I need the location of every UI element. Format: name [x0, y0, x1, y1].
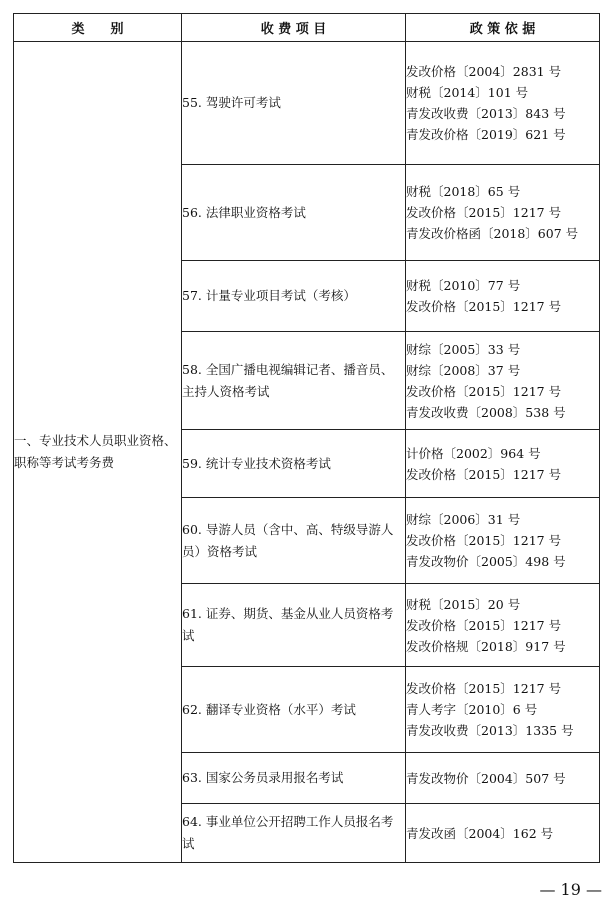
- policy-line: 青发改物价〔2004〕507 号: [406, 770, 566, 786]
- policy-line: 财税〔2018〕65 号: [406, 184, 521, 199]
- table-row: [14, 42, 600, 165]
- policy-cell: [406, 498, 600, 584]
- policy-cell: [406, 261, 600, 332]
- fee-table: [13, 13, 600, 863]
- policy-line: 青发改价格〔2019〕621 号: [406, 127, 566, 142]
- policy-line: 财税〔2015〕20 号: [406, 596, 521, 612]
- policy-cell: [406, 753, 600, 804]
- policy-line: 青人考字〔2010〕6 号: [406, 702, 538, 717]
- policy-line: 发改价格〔2015〕1217 号: [406, 617, 562, 633]
- item-cell: 62. 翻译专业资格（水平）考试: [182, 667, 406, 753]
- policy-line: 财综〔2008〕37 号: [406, 362, 521, 378]
- policy-line: 发改价格〔2015〕1217 号: [406, 681, 562, 696]
- policy-line: 青发改收费〔2013〕1335 号: [406, 723, 574, 738]
- policy-line: 发改价格〔2015〕1217 号: [406, 533, 562, 548]
- policy-cell: [406, 804, 600, 863]
- table-body: [14, 42, 600, 863]
- item-cell: 61. 证券、期货、基金从业人员资格考试: [182, 584, 406, 667]
- policy-line: 青发改函〔2004〕162 号: [406, 825, 554, 841]
- policy-line: 发改价格规〔2018〕917 号: [406, 638, 566, 654]
- policy-line: 发改价格〔2015〕1217 号: [406, 299, 562, 314]
- policy-line: 财综〔2005〕33 号: [406, 341, 521, 357]
- policy-line: 财税〔2010〕77 号: [406, 278, 521, 293]
- page-number: — 19 —: [539, 880, 602, 899]
- item-cell: 58. 全国广播电视编辑记者、播音员、主持人资格考试: [182, 332, 406, 430]
- header-item: 收 费 项 目: [182, 14, 406, 42]
- policy-cell: [406, 584, 600, 667]
- policy-cell: [406, 430, 600, 498]
- policy-line: 财综〔2006〕31 号: [406, 512, 521, 527]
- item-cell: 60. 导游人员（含中、高、特级导游人员）资格考试: [182, 498, 406, 584]
- policy-cell: [406, 42, 600, 165]
- policy-line: 青发改价格函〔2018〕607 号: [406, 226, 579, 241]
- table-header-row: [14, 14, 600, 42]
- category-cell: 一、专业技术人员职业资格、职称等考试考务费: [14, 42, 182, 863]
- item-cell: 56. 法律职业资格考试: [182, 165, 406, 261]
- policy-line: 计价格〔2002〕964 号: [406, 445, 541, 461]
- policy-line: 发改价格〔2015〕1217 号: [406, 383, 562, 399]
- policy-line: 财税〔2014〕101 号: [406, 85, 529, 100]
- policy-line: 青发改物价〔2005〕498 号: [406, 554, 566, 569]
- policy-cell: [406, 332, 600, 430]
- policy-cell: [406, 667, 600, 753]
- item-cell: 55. 驾驶许可考试: [182, 42, 406, 165]
- policy-line: 发改价格〔2004〕2831 号: [406, 64, 562, 79]
- policy-line: 发改价格〔2015〕1217 号: [406, 466, 562, 482]
- item-cell: 64. 事业单位公开招聘工作人员报名考试: [182, 804, 406, 863]
- item-cell: 63. 国家公务员录用报名考试: [182, 753, 406, 804]
- item-cell: 59. 统计专业技术资格考试: [182, 430, 406, 498]
- policy-line: 青发改收费〔2013〕843 号: [406, 106, 566, 121]
- policy-cell: [406, 165, 600, 261]
- policy-line: 发改价格〔2015〕1217 号: [406, 205, 562, 220]
- header-policy: 政 策 依 据: [406, 14, 600, 42]
- item-cell: 57. 计量专业项目考试（考核）: [182, 261, 406, 332]
- header-category: 类 别: [14, 14, 182, 42]
- policy-line: 青发改收费〔2008〕538 号: [406, 404, 566, 420]
